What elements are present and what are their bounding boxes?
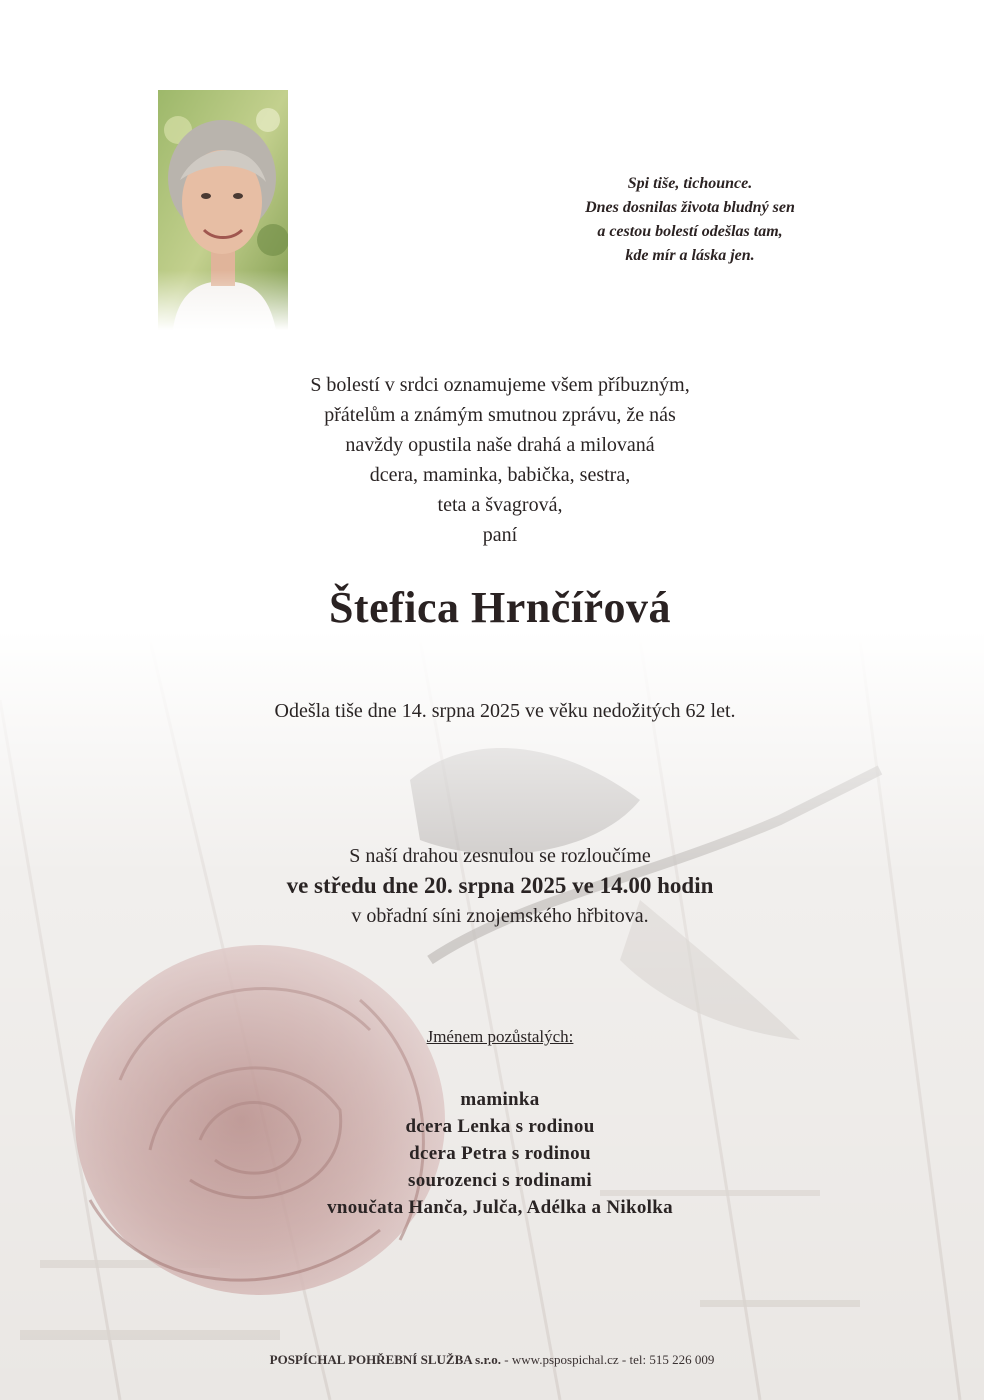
deceased-name: Štefica Hrnčířová [328, 583, 672, 632]
footer-phone: tel: 515 226 009 [629, 1352, 715, 1367]
announcement-line: teta a švagrová, [437, 494, 563, 516]
survivor-item: dcera Petra s rodinou [409, 1143, 591, 1164]
footer-company: POSPÍCHAL POHŘEBNÍ SLUŽBA s.r.o. [269, 1352, 502, 1367]
announcement-line: přátelům a známým smutnou zprávu, že nás [324, 404, 676, 426]
poem-line: kde mír a láska jen. [625, 247, 755, 264]
death-notice: Odešla tiše dne 14. srpna 2025 ve věku nedožitých 62 let. [274, 700, 736, 722]
survivors-list [200, 1086, 800, 1221]
portrait-photo [158, 90, 288, 330]
poem-line: Dnes dosnilas života bludný sen [585, 199, 795, 216]
farewell-datetime: ve středu dne 20. srpna 2025 ve 14.00 hodin [286, 873, 714, 898]
survivors-title: Jménem pozůstalých: [426, 1027, 574, 1046]
survivor-item: sourozenci s rodinami [408, 1170, 592, 1191]
survivor-item: vnoučata Hanča, Julča, Adélka a Nikolka [327, 1197, 673, 1218]
announcement-line: S bolestí v srdci oznamujeme všem příbuzným, [310, 374, 690, 396]
memorial-poem [520, 172, 860, 268]
announcement-line: dcera, maminka, babička, sestra, [369, 464, 631, 486]
footer-separator: - [618, 1352, 630, 1367]
poem-line: Spi tiše, tichounce. [627, 175, 753, 192]
announcement-line: navždy opustila naše drahá a milovaná [345, 434, 655, 456]
farewell-info [150, 842, 850, 930]
survivor-item: maminka [460, 1089, 540, 1110]
funeral-service-footer [100, 1352, 884, 1368]
footer-website: www.pspospichal.cz [511, 1352, 619, 1367]
announcement-line: paní [482, 524, 518, 546]
announcement-text [200, 370, 800, 550]
footer-separator: - [501, 1352, 512, 1367]
poem-line: a cestou bolestí odešlas tam, [597, 223, 783, 240]
farewell-intro: S naší drahou zesnulou se rozloučíme [349, 845, 651, 867]
survivor-item: dcera Lenka s rodinou [405, 1116, 595, 1137]
farewell-place: v obřadní síni znojemského hřbitova. [351, 905, 649, 927]
